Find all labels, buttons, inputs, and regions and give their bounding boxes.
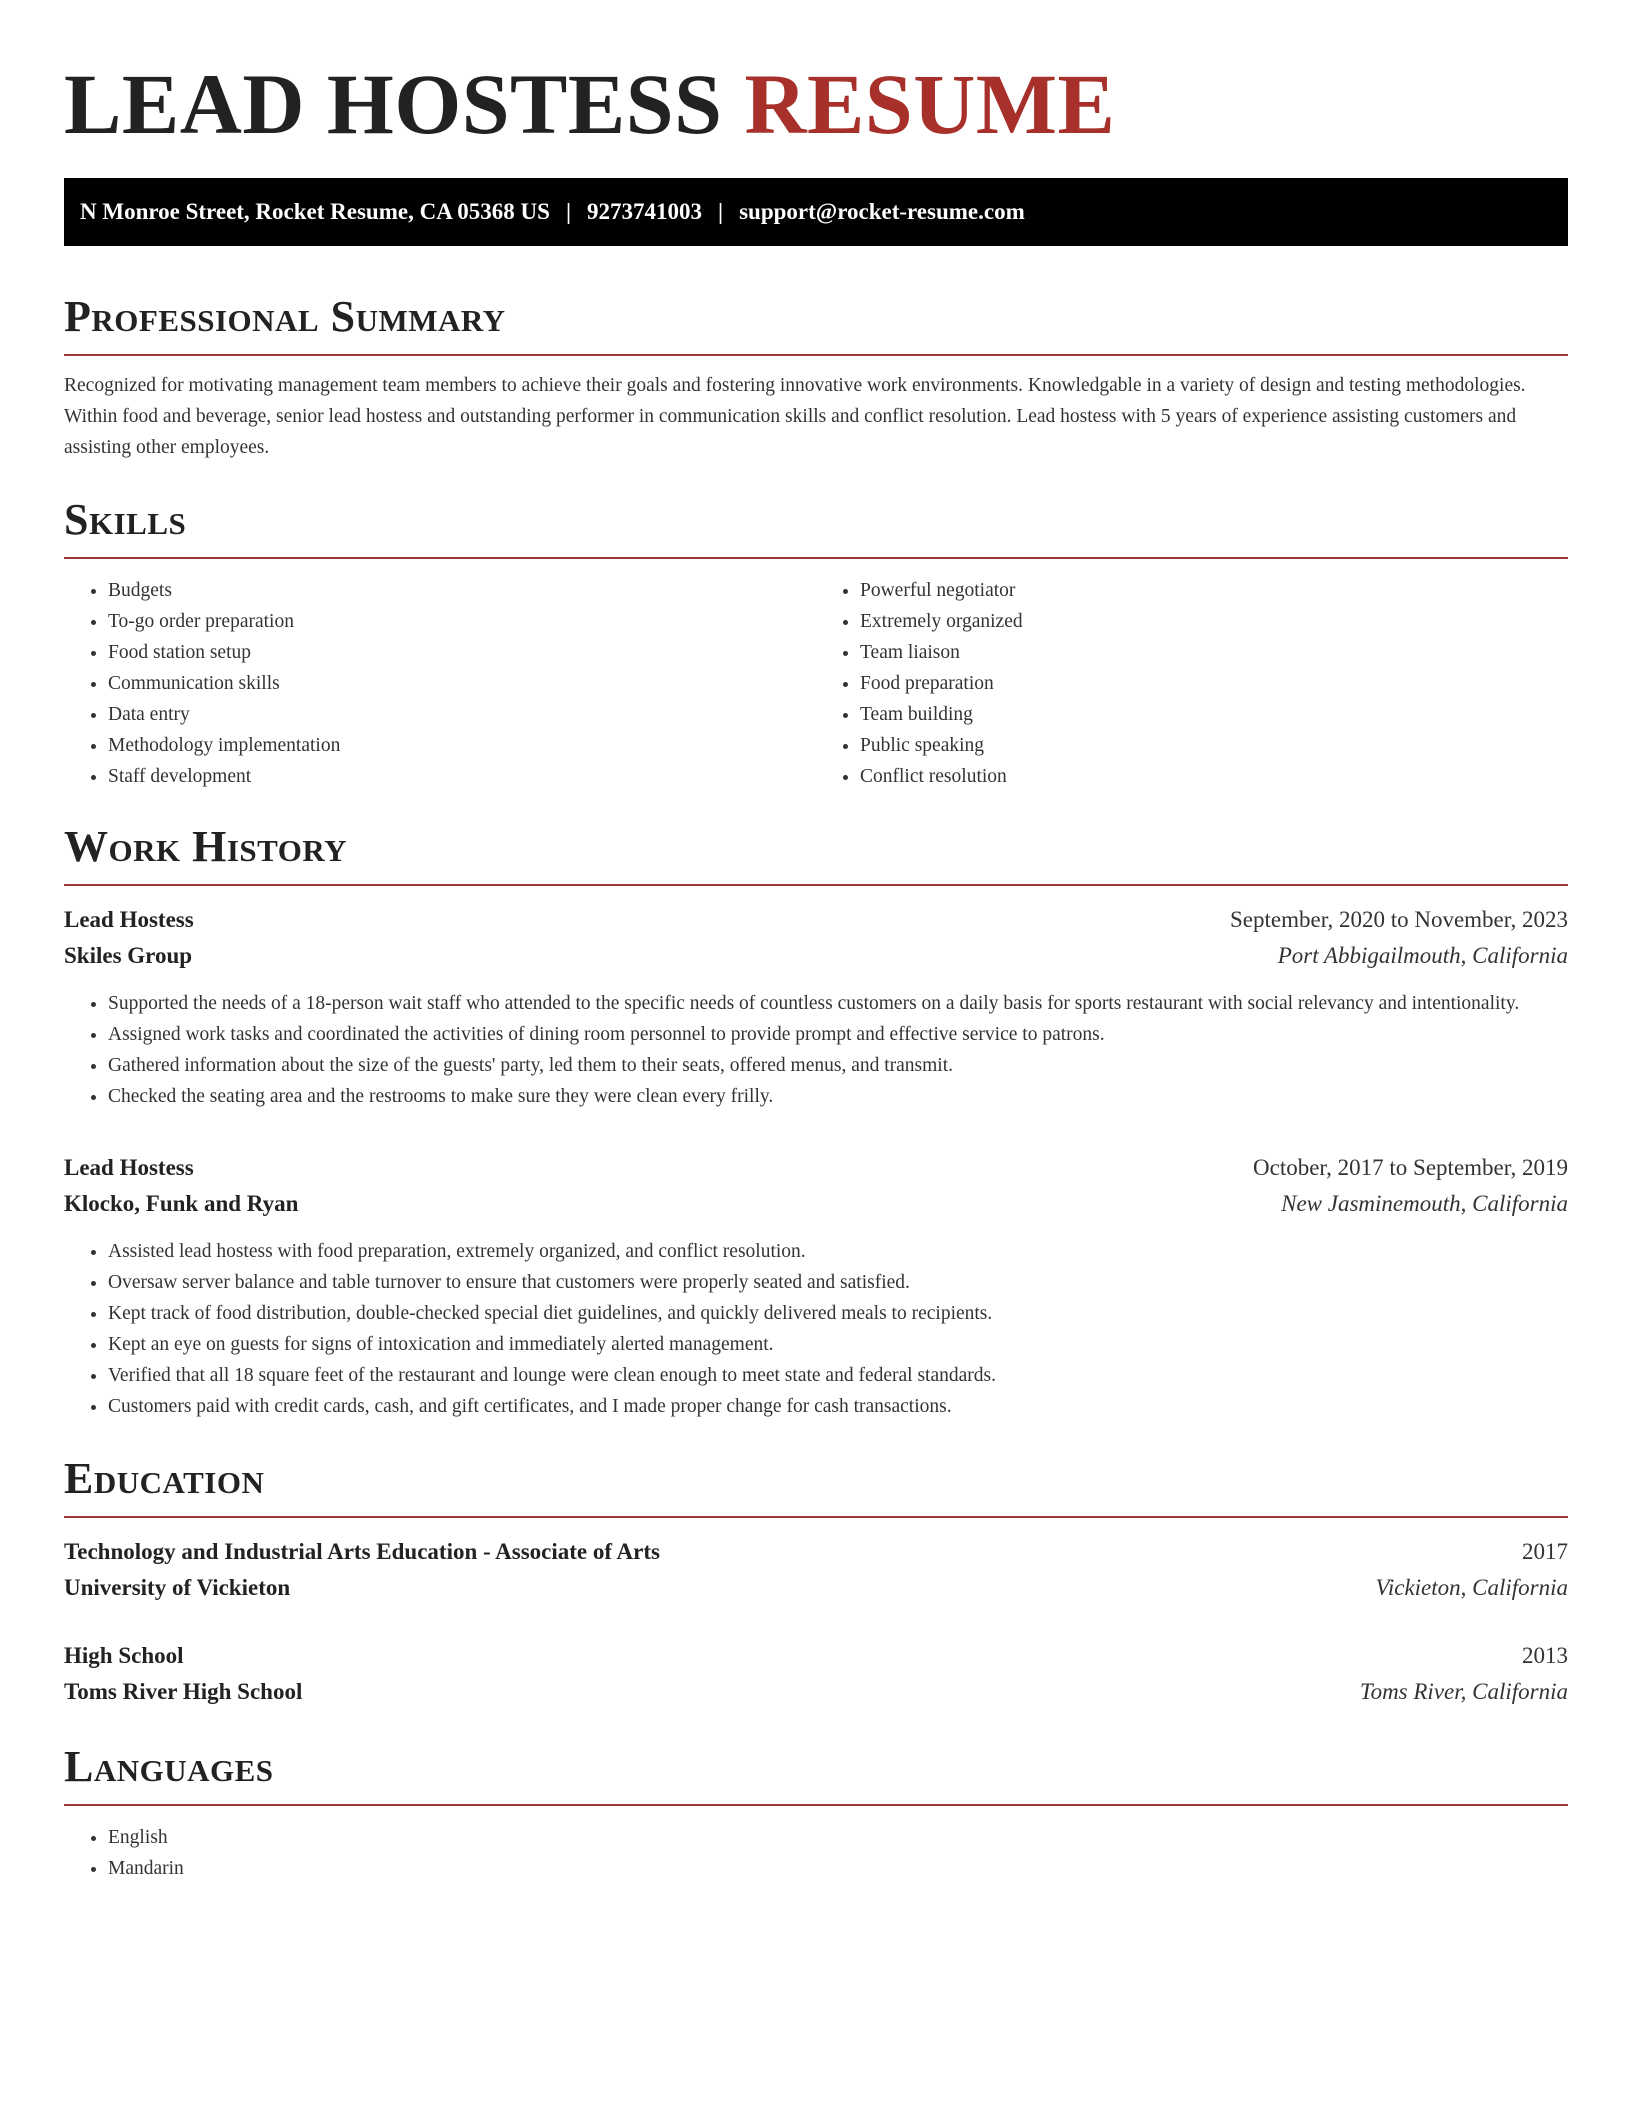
job-location: New Jasminemouth, California: [1281, 1191, 1568, 1216]
education-header-row: [64, 1534, 1568, 1570]
education-school-row: [64, 1674, 1568, 1710]
summary-heading: Professional Summary: [64, 292, 506, 341]
education-year: 2013: [1522, 1643, 1568, 1668]
section-divider: [64, 354, 1568, 356]
languages-list: [64, 1822, 1568, 1884]
skills-list: [64, 575, 1568, 792]
job-company-row: [64, 1186, 1568, 1222]
skill-item: • Extremely organized: [860, 606, 1568, 637]
skills-column-right: [816, 575, 1568, 792]
languages-heading: Languages: [64, 1742, 274, 1791]
job-bullet: • Kept an eye on guests for signs of intoxication and immediately alerted management.: [108, 1329, 1568, 1360]
language-item: • English: [108, 1822, 1568, 1853]
contact-separator: |: [565, 199, 572, 224]
job-dates: September, 2020 to November, 2023: [1230, 907, 1568, 932]
skill-item: • Food preparation: [860, 668, 1568, 699]
skill-item: • Budgets: [108, 575, 816, 606]
job-dates: October, 2017 to September, 2019: [1253, 1155, 1568, 1180]
skill-item: • Team liaison: [860, 637, 1568, 668]
skill-item: • Food station setup: [108, 637, 816, 668]
contact-address: N Monroe Street, Rocket Resume, CA 05368 US: [80, 199, 550, 224]
skill-item: • Team building: [860, 699, 1568, 730]
education-degree: High School: [64, 1643, 184, 1668]
section-divider: [64, 1516, 1568, 1518]
skill-item: • Powerful negotiator: [860, 575, 1568, 606]
resume-title: [64, 50, 1568, 158]
contact-phone[interactable]: 9273741003: [587, 199, 703, 224]
job-location: Port Abbigailmouth, California: [1277, 943, 1568, 968]
skill-item: • Communication skills: [108, 668, 816, 699]
job-bullet: • Assigned work tasks and coordinated the activities of dining room personnel to provide prompt and effective service to patrons.: [108, 1019, 1568, 1050]
languages-section: [64, 1740, 1568, 1884]
job-header-row: [64, 1150, 1568, 1186]
skill-item: • To-go order preparation: [108, 606, 816, 637]
skill-item: • Data entry: [108, 699, 816, 730]
language-item: • Mandarin: [108, 1853, 1568, 1884]
job-header-row: [64, 902, 1568, 938]
job-entry: [64, 902, 1568, 1112]
contact-separator: |: [718, 199, 724, 224]
education-section: [64, 1452, 1568, 1710]
education-school: Toms River High School: [64, 1679, 303, 1704]
education-school: University of Vickieton: [64, 1575, 291, 1600]
section-divider: [64, 1804, 1568, 1806]
skill-item: • Staff development: [108, 761, 816, 792]
work-heading: Work History: [64, 822, 348, 871]
skill-item: • Public speaking: [860, 730, 1568, 761]
summary-section: [64, 290, 1568, 463]
education-location: Vickieton, California: [1375, 1575, 1568, 1600]
skill-item: • Conflict resolution: [860, 761, 1568, 792]
education-school-row: [64, 1570, 1568, 1606]
summary-text: Recognized for motivating management team members to achieve their goals and fostering innovative work environments. Knowledgable in a variety of design and testing methodologies. Within food and beverage, senior lead hostess and outstanding performer in communication skills and conflict resolution. Lead hostess with 5 years of experience assisting customers and assisting other employees.: [64, 375, 1526, 458]
education-degree: Technology and Industrial Arts Education - Associate of Arts: [64, 1539, 660, 1564]
education-header-row: [64, 1638, 1568, 1674]
skills-heading: Skills: [64, 495, 187, 544]
job-company-row: [64, 938, 1568, 974]
skills-column-left: [64, 575, 816, 792]
title-main: LEAD HOSTESS: [64, 56, 723, 152]
job-bullet: • Verified that all 18 square feet of the restaurant and lounge were clean enough to meet state and federal standards.: [108, 1360, 1568, 1391]
job-bullets: [64, 1236, 1568, 1422]
job-entry: [64, 1150, 1568, 1422]
contact-bar: [64, 178, 1568, 246]
job-company: Skiles Group: [64, 943, 193, 968]
job-bullet: • Assisted lead hostess with food preparation, extremely organized, and conflict resolution.: [108, 1236, 1568, 1267]
section-divider: [64, 884, 1568, 886]
job-bullet: • Supported the needs of a 18-person wait staff who attended to the specific needs of countless customers on a daily basis for sports restaurant with social relevancy and intentionality.: [108, 988, 1568, 1019]
education-location: Toms River, California: [1359, 1679, 1568, 1704]
job-bullet: • Gathered information about the size of the guests' party, led them to their seats, offered menus, and transmit.: [108, 1050, 1568, 1081]
skill-item: • Methodology implementation: [108, 730, 816, 761]
education-year: 2017: [1522, 1539, 1568, 1564]
job-bullet: • Oversaw server balance and table turnover to ensure that customers were properly seated and satisfied.: [108, 1267, 1568, 1298]
job-bullet: • Customers paid with credit cards, cash, and gift certificates, and I made proper change for cash transactions.: [108, 1391, 1568, 1422]
job-title: Lead Hostess: [64, 1155, 194, 1180]
job-title: Lead Hostess: [64, 907, 194, 932]
job-bullets: [64, 988, 1568, 1112]
title-accent: RESUME: [744, 56, 1116, 152]
education-heading: Education: [64, 1454, 265, 1503]
education-entry: [64, 1638, 1568, 1710]
job-bullet: • Kept track of food distribution, double-checked special diet guidelines, and quickly delivered meals to recipients.: [108, 1298, 1568, 1329]
skills-section: [64, 493, 1568, 792]
job-company: Klocko, Funk and Ryan: [64, 1191, 299, 1216]
contact-email[interactable]: support@rocket-resume.com: [739, 199, 1025, 224]
job-bullet: • Checked the seating area and the restrooms to make sure they were clean every frilly.: [108, 1081, 1568, 1112]
section-divider: [64, 557, 1568, 559]
education-entry: [64, 1534, 1568, 1606]
work-section: [64, 820, 1568, 1422]
